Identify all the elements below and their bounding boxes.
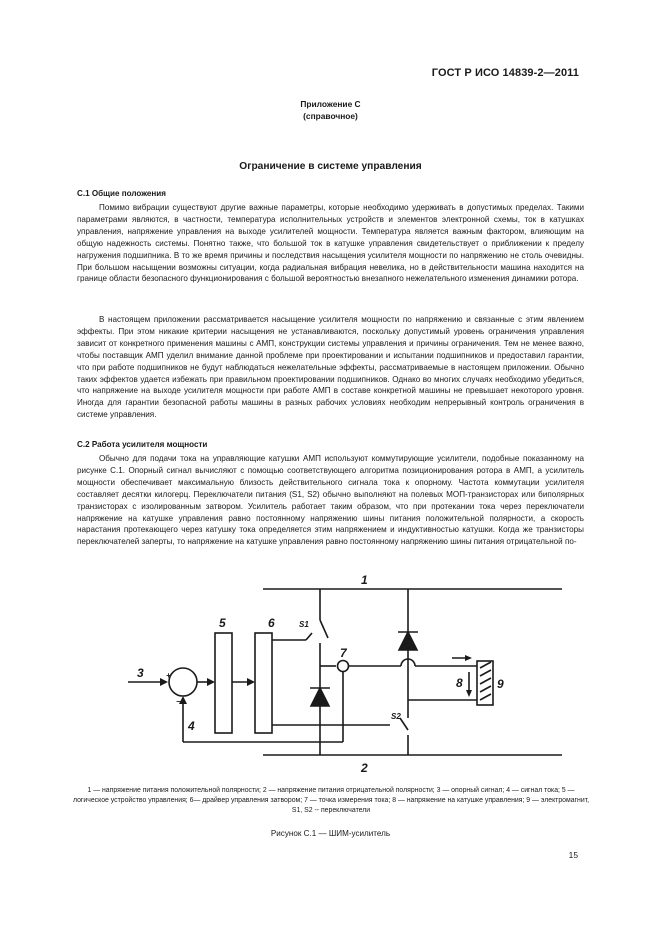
main-title: Ограничение в системе управления bbox=[239, 161, 422, 172]
label-minus-sign: − bbox=[176, 697, 181, 706]
label-current-point: 7 bbox=[340, 646, 347, 660]
label-coil-voltage: 8 bbox=[456, 676, 463, 690]
logic-control-block bbox=[215, 633, 232, 733]
current-measurement-point bbox=[338, 661, 349, 672]
appendix-title: Приложение С bbox=[300, 99, 361, 109]
label-reference-signal: 3 bbox=[137, 666, 144, 680]
paragraph: В настоящем приложении рассматривается насыщение усилителя мощности по напряжению и связанные с этим явлением эффекты. При этом никакие критерии насыщения не устанавливаются, поскольку допустимый уровень ограничения управления зависит от конкретного применения машины с АМП, конструкции системы управления и причины ограничения. Тем не менее важно, чтобы поставщик АМП уделил внимание данной проблеме при проектировании и испытании подшипников и предоставил гарантии, что при работе подшипников не будут наблюдаться нежелательные эффекты, рассматриваемые в настоящем приложении. Обычно таких эффектов удается избежать при правильном проектировании подшипников. Однако во многих случаях необходимо убедиться, что напряжение на выходе усилителя мощности при работе АМП в составе конкретной машины не превышает некоторого уровня. Иногда для гарантии безопасной работы машины в разных рабочих условиях необходим непрерывный контроль ограничения в системе управления. bbox=[77, 315, 584, 420]
s2-switch-blade bbox=[400, 718, 408, 730]
paragraph: Обычно для подачи тока на управляющие катушки АМП используют коммутирующие усилители, подобные показанному на рисунке С.1. Опорный сигнал вычисляют с помощью соответствующего алгоритма позиционирования ротора в АМП, а усилитель мощности обеспечивает максимальную близость действительного сигнала тока к опорному. Частота коммутации усилителя составляет десятки килогерц. Переключатели питания (S1, S2) обычно выполняют на полевых МОП-транзисторах или биполярных транзисторах с изолированным затвором. Усилитель работает таким образом, что при протекании тока через переключатели напряжение на катушке управления равно постоянному напряжению шины питания положительной полярности, а скорость нарастания протекающего через катушку тока определяется этим напряжением и индуктивностью катушки. Когда же транзисторы переключателей заперты, то напряжение на катушке управления равно постоянному напряжению шины питания отрицательной по- bbox=[77, 454, 584, 547]
figure-legend: 1 — напряжение питания положительной полярности; 2 — напряжение питания отрицательной полярности; 3 — опорный сигнал; 4 — сигнал тока; 5 — логическое устройство управления; 6— драйвер управления затвором; 7 — точка измерения тока; 8 — напряжение на катушке управления; 9 — электромагнит, S1, S2 -- переключатели bbox=[72, 787, 590, 815]
summing-junction bbox=[169, 668, 197, 696]
paragraph: Помимо вибрации существуют другие важные параметры, которые необходимо удерживать в допустимых пределах. Такими параметрами являются, в частности, температура исполнительных устройств и элементов электронной схемы, ток в катушках управления, напряжение управления на выходе усилителей мощности. Температура является важным фактором, влияющим на общую надежность системы. Понятно также, что большой ток в катушке управления свидетельствует о приближении к пределу нагружения подшипника. В то же время причины и последствия насыщения усилителя мощности по напряжению не столь очевидны. При большом насыщении возможны ситуации, когда радиальная вибрация невелика, но в действительности машина находится на границе области безопасного функционирования с большой вероятностью внезапного нежелательного изменения динамики ротора. bbox=[77, 203, 584, 284]
label-plus-sign: + bbox=[166, 671, 171, 680]
gate-driver-block bbox=[255, 633, 272, 733]
label-switch-s1: S1 bbox=[299, 620, 309, 629]
label-gate-driver: 6 bbox=[268, 616, 275, 630]
label-switch-s2: S2 bbox=[391, 712, 401, 721]
label-current-signal: 4 bbox=[188, 719, 195, 733]
section-heading-c1: С.1 Общие положения bbox=[77, 189, 166, 198]
s1-switch-blade bbox=[320, 620, 328, 638]
appendix-subtitle: (справочное) bbox=[303, 111, 358, 121]
standard-designation: ГОСТ Р ИСО 14839-2—2011 bbox=[431, 67, 579, 79]
page-number: 15 bbox=[568, 850, 578, 860]
label-electromagnet: 9 bbox=[497, 677, 504, 691]
label-logic-block: 5 bbox=[219, 616, 226, 630]
section-heading-c2: С.2 Работа усилителя мощности bbox=[77, 440, 208, 449]
label-negative-bus: 2 bbox=[361, 761, 368, 775]
label-positive-bus: 1 bbox=[361, 573, 368, 587]
electromagnet bbox=[477, 661, 493, 705]
figure-title: Рисунок С.1 — ШИМ-усилитель bbox=[270, 829, 391, 838]
